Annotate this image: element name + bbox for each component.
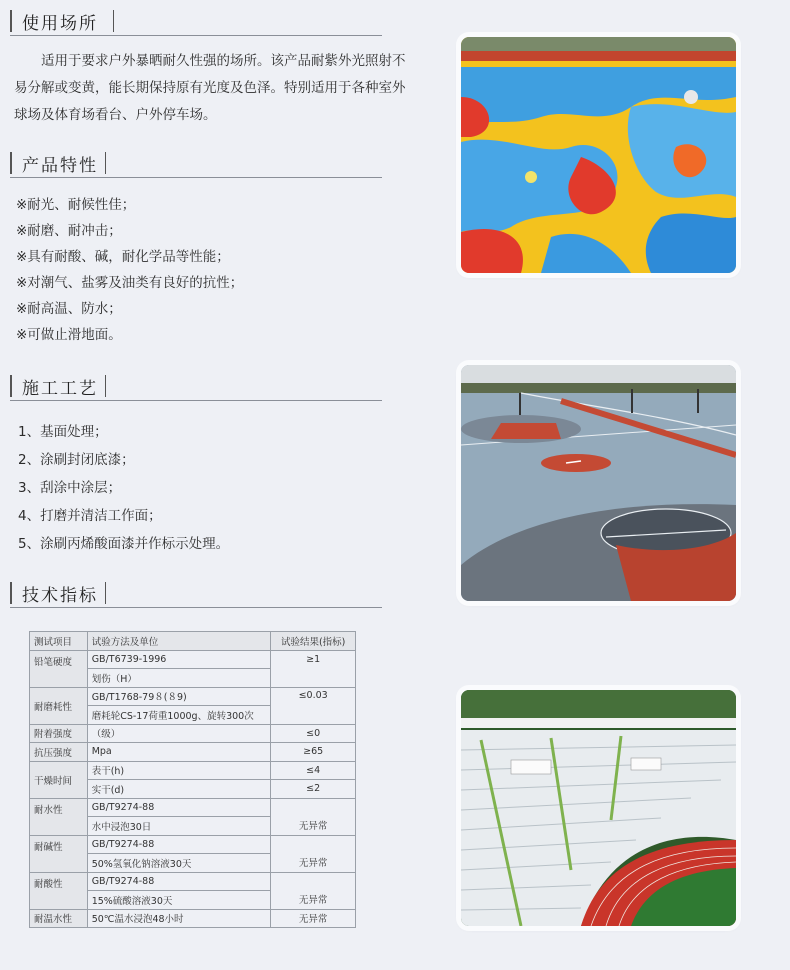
table-cell: GB/T9274-88	[87, 835, 271, 854]
table-cell: 表干(h)	[87, 761, 271, 780]
section-header-process	[10, 371, 382, 401]
usage-paragraph: 适用于要求户外暴晒耐久性强的场所。该产品耐紫外光照射不易分解或变黄，能长期保持原有光度及色泽。特别适用于各种室外球场及体育场看台、户外停车场。	[14, 53, 406, 123]
header-cell: 试验结果(指标)	[271, 632, 356, 651]
table-cell: ≥1	[271, 650, 356, 687]
table-row	[30, 872, 356, 891]
list-item: 2、涂刷封闭底漆；	[18, 452, 135, 468]
table-cell: 无异常	[271, 835, 356, 872]
table-cell: GB/T6739-1996	[87, 650, 271, 669]
table-cell: 50℃温水浸泡48小时	[87, 909, 271, 928]
row-label: 铅笔硬度	[30, 650, 88, 687]
header-bar-right	[105, 152, 106, 174]
table-row	[30, 687, 356, 706]
stadium-stands-photo	[461, 690, 736, 926]
header-cell: 试验方法及单位	[87, 632, 271, 651]
list-item: ※耐磨、耐冲击；	[16, 223, 122, 239]
header-bar-left	[10, 152, 12, 174]
features-list	[16, 192, 376, 348]
list-item: 3、刮涂中涂层；	[18, 480, 122, 496]
table-cell: 磨耗轮CS-17荷重1000g、旋转300次	[87, 706, 271, 725]
section-title-specs: 技术指标	[22, 586, 98, 606]
table-row	[30, 650, 356, 669]
table-cell: GB/T1768-79８(８9)	[87, 687, 271, 706]
row-label: 附着强度	[30, 724, 88, 743]
process-steps-list	[18, 418, 378, 558]
list-item: ※具有耐酸、碱，耐化学品等性能；	[16, 249, 230, 265]
section-title-usage: 使用场所	[22, 14, 98, 34]
header-cell: 测试项目	[30, 632, 88, 651]
row-label: 耐温水性	[30, 909, 88, 928]
table-row	[30, 743, 356, 762]
table-cell: 15%硫酸溶液30天	[87, 891, 271, 910]
table-row	[30, 761, 356, 780]
table-cell: 50%氢氧化钠溶液30天	[87, 854, 271, 873]
table-cell: ≤0.03	[271, 687, 356, 724]
section-header-features	[10, 148, 382, 178]
section-title-process: 施工工艺	[22, 379, 98, 399]
table-cell: 实干(d)	[87, 780, 271, 799]
table-cell: GB/T9274-88	[87, 872, 271, 891]
row-label: 耐磨耗性	[30, 687, 88, 724]
table-cell: 无异常	[271, 798, 356, 835]
table-row	[30, 909, 356, 928]
table-cell: 划伤（H）	[87, 669, 271, 688]
section-header-specs	[10, 578, 382, 608]
stadium-illustration	[461, 690, 736, 926]
table-row	[30, 798, 356, 817]
list-item: ※可做止滑地面。	[16, 327, 122, 343]
table-header-row	[30, 632, 356, 651]
list-item: ※耐高温、防水；	[16, 301, 122, 317]
list-item: ※耐光、耐候性佳；	[16, 197, 136, 213]
header-bar-right	[105, 375, 106, 397]
basketball-court-photo	[461, 365, 736, 601]
list-item: 5、涂刷丙烯酸面漆并作标示处理。	[18, 536, 230, 552]
row-label: 抗压强度	[30, 743, 88, 762]
list-item: 1、基面处理；	[18, 424, 108, 440]
header-bar-right	[105, 582, 106, 604]
table-cell: 无异常	[271, 909, 356, 928]
table-cell: Mpa	[87, 743, 271, 762]
table-cell: （级）	[87, 724, 271, 743]
header-bar-right	[113, 10, 114, 32]
table-row	[30, 835, 356, 854]
row-label: 耐碱性	[30, 835, 88, 872]
list-item: 4、打磨并清洁工作面；	[18, 508, 162, 524]
spec-table	[29, 631, 356, 928]
table-cell: ≤4	[271, 761, 356, 780]
court-illustration	[461, 365, 736, 601]
table-row	[30, 724, 356, 743]
pool-illustration	[461, 37, 736, 273]
header-bar-left	[10, 10, 12, 32]
water-park-pool-photo	[461, 37, 736, 273]
table-cell: ≥65	[271, 743, 356, 762]
row-label: 干燥时间	[30, 761, 88, 798]
list-item: ※对潮气、盐雾及油类有良好的抗性；	[16, 275, 244, 291]
header-bar-left	[10, 582, 12, 604]
table-cell: GB/T9274-88	[87, 798, 271, 817]
table-cell: 无异常	[271, 872, 356, 909]
row-label: 耐酸性	[30, 872, 88, 909]
table-cell: ≤0	[271, 724, 356, 743]
table-cell: 水中浸泡30日	[87, 817, 271, 836]
header-bar-left	[10, 375, 12, 397]
section-header-usage	[10, 6, 382, 36]
section-title-features: 产品特性	[22, 156, 98, 176]
table-cell: ≤2	[271, 780, 356, 799]
row-label: 耐水性	[30, 798, 88, 835]
